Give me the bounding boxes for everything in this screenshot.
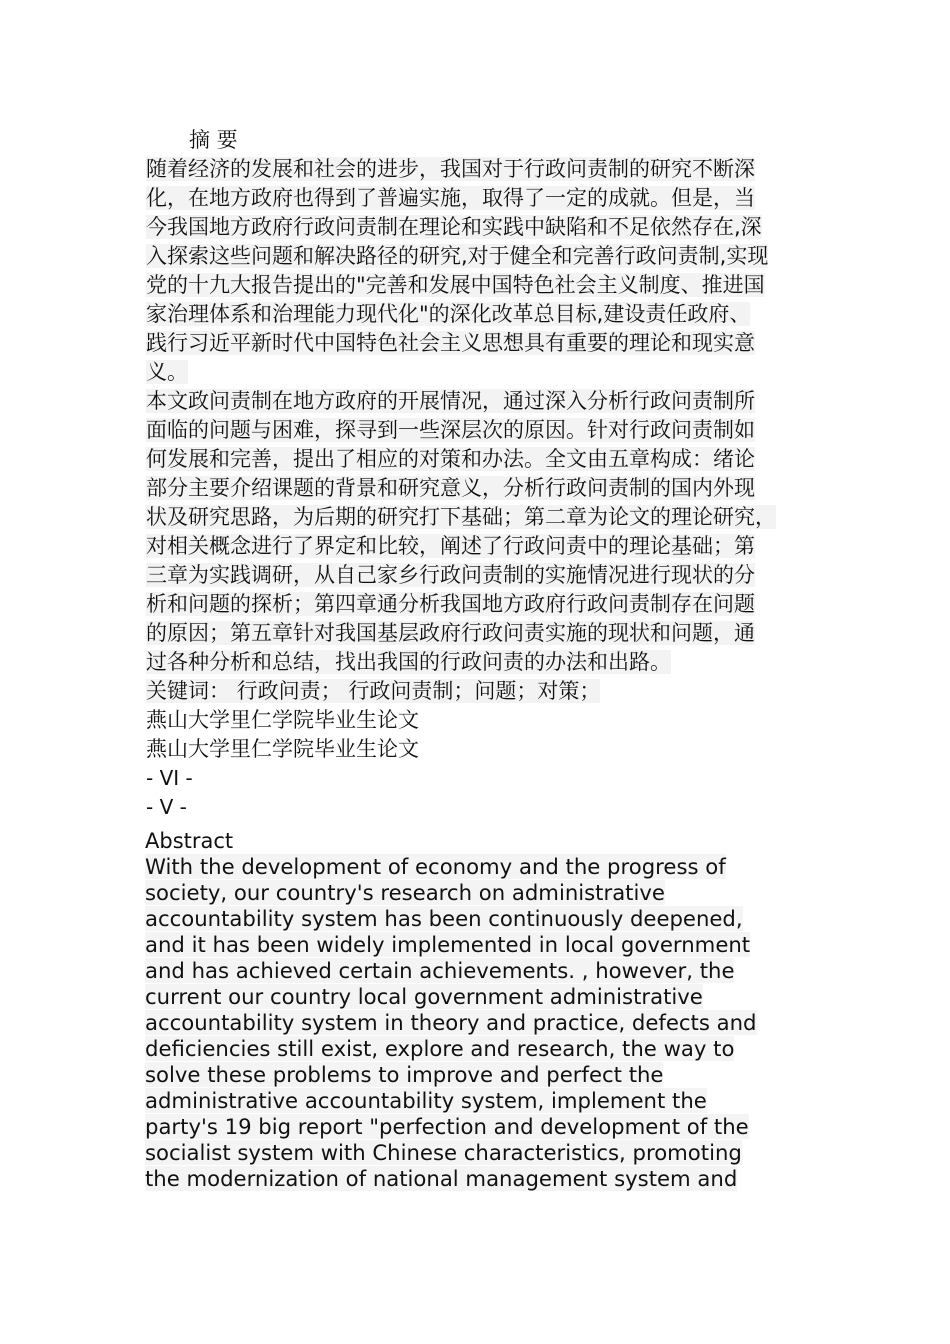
- paragraph-line-text: society, our country's research on administrative: [145, 880, 665, 905]
- paragraph-line: [145, 474, 825, 503]
- paragraph-line: [145, 1036, 825, 1062]
- paragraph-line: [145, 532, 825, 561]
- paragraph-line-text: 面临的问题与困难，探寻到一些深层次的原因。针对行政问责制如: [146, 418, 755, 442]
- paragraph-line: [145, 1140, 825, 1166]
- paragraph-line-text: accountability system has been continuously deepened,: [145, 906, 743, 931]
- paragraph-line: [145, 880, 825, 906]
- paragraph-line-text: solve these problems to improve and perfect the: [145, 1062, 664, 1087]
- paragraph-line-text: 践行习近平新时代中国特色社会主义思想具有重要的理论和现实意: [146, 331, 755, 355]
- paragraph-line-text: administrative accountability system, implement the: [145, 1088, 707, 1113]
- paragraph-line: [145, 445, 825, 474]
- paragraph-line: [145, 1010, 825, 1036]
- paragraph-line-text: 入探索这些问题和解决路径的研究,对于健全和完善行政问责制,实现: [146, 244, 769, 268]
- paragraph-line-text: With the development of economy and the progress of: [145, 854, 726, 879]
- paragraph-line: [145, 984, 825, 1010]
- paragraph-line: [145, 155, 825, 184]
- chinese-abstract-section: [145, 126, 825, 822]
- paragraph-line-text: 过各种分析和总结，找出我国的行政问责的办法和出路。: [146, 650, 671, 674]
- paragraph-line-text: 状及研究思路，为后期的研究打下基础；第二章为论文的理论研究，: [146, 505, 776, 529]
- page-number: - VI -: [146, 766, 193, 790]
- paragraph-line: [145, 854, 825, 880]
- paragraph-line-text: 的原因；第五章针对我国基层政府行政问责实施的现状和问题，通: [146, 621, 755, 645]
- paragraph-line-text: the modernization of national management system and: [145, 1166, 738, 1191]
- paragraph-line-text: 何发展和完善，提出了相应的对策和办法。全文由五章构成：绪论: [146, 447, 755, 471]
- paragraph-line-text: 义。: [146, 360, 188, 384]
- chinese-abstract-title: 摘 要: [189, 128, 238, 152]
- paragraph-line: [145, 1062, 825, 1088]
- paragraph-line: [145, 242, 825, 271]
- paragraph-line-text: deficiencies still exist, explore and research, the way to: [145, 1036, 735, 1061]
- paragraph-line-text: party's 19 big report "perfection and development of the: [145, 1114, 749, 1139]
- paragraph-line-text: 化，在地方政府也得到了普遍实施，取得了一定的成就。但是，当: [146, 186, 755, 210]
- paragraph-line: [145, 213, 825, 242]
- paragraph-line: [145, 619, 825, 648]
- paragraph-line-text: and has achieved certain achievements. , however, the: [145, 958, 735, 983]
- paragraph-line-text: 析和问题的探析；第四章通分析我国地方政府行政问责制存在问题: [146, 592, 755, 616]
- paragraph-line: [145, 906, 825, 932]
- chinese-abstract-paragraph-1: [145, 155, 825, 387]
- paragraph-line-text: 三章为实践调研，从自己家乡行政问责制的实施情况进行现状的分: [146, 563, 755, 587]
- paragraph-line-text: 家治理体系和治理能力现代化"的深化改革总目标,建设责任政府、: [146, 302, 751, 326]
- paragraph-line: [145, 958, 825, 984]
- paragraph-line: [145, 932, 825, 958]
- paragraph-line-text: and it has been widely implemented in local government: [145, 932, 751, 957]
- english-abstract-title: Abstract: [145, 829, 234, 853]
- paragraph-line: [145, 329, 825, 358]
- paragraph-line: [145, 358, 825, 387]
- paragraph-line-text: socialist system with Chinese characteristics, promoting: [145, 1140, 742, 1165]
- paragraph-line: [145, 648, 825, 677]
- paragraph-line: [145, 1166, 825, 1192]
- paragraph-line-text: 对相关概念进行了界定和比较，阐述了行政问责中的理论基础；第: [146, 534, 755, 558]
- paragraph-line: [145, 503, 825, 532]
- paragraph-line-text: current our country local government administrative: [145, 984, 703, 1009]
- paragraph-line-text: 本文政问责制在地方政府的开展情况，通过深入分析行政问责制所: [146, 389, 755, 413]
- paragraph-line: [145, 416, 825, 445]
- paragraph-line-text: 党的十九大报告提出的"完善和发展中国特色社会主义制度、推进国: [146, 273, 765, 297]
- english-abstract-section: [145, 828, 825, 1192]
- paragraph-line: [145, 1114, 825, 1140]
- english-abstract-body: [145, 854, 825, 1192]
- paragraph-line-text: accountability system in theory and practice, defects and: [145, 1010, 757, 1035]
- paragraph-line: [145, 1088, 825, 1114]
- paragraph-line: [145, 387, 825, 416]
- running-header: 燕山大学里仁学院毕业生论文: [146, 737, 419, 761]
- keywords-text: 关键词： 行政问责； 行政问责制；问题；对策；: [146, 679, 601, 703]
- paragraph-line: [145, 561, 825, 590]
- chinese-abstract-paragraph-2: [145, 387, 825, 677]
- paragraph-line-text: 今我国地方政府行政问责制在理论和实践中缺陷和不足依然存在,深: [146, 215, 762, 239]
- running-header: 燕山大学里仁学院毕业生论文: [146, 708, 419, 732]
- paragraph-line: [145, 300, 825, 329]
- page-number: - V -: [146, 795, 187, 819]
- paragraph-line-text: 部分主要介绍课题的背景和研究意义，分析行政问责制的国内外现: [146, 476, 755, 500]
- paragraph-line: [145, 271, 825, 300]
- paragraph-line-text: 随着经济的发展和社会的进步，我国对于行政问责制的研究不断深: [146, 157, 755, 181]
- keywords-line: [145, 677, 825, 706]
- paragraph-line: [145, 184, 825, 213]
- paragraph-line: [145, 590, 825, 619]
